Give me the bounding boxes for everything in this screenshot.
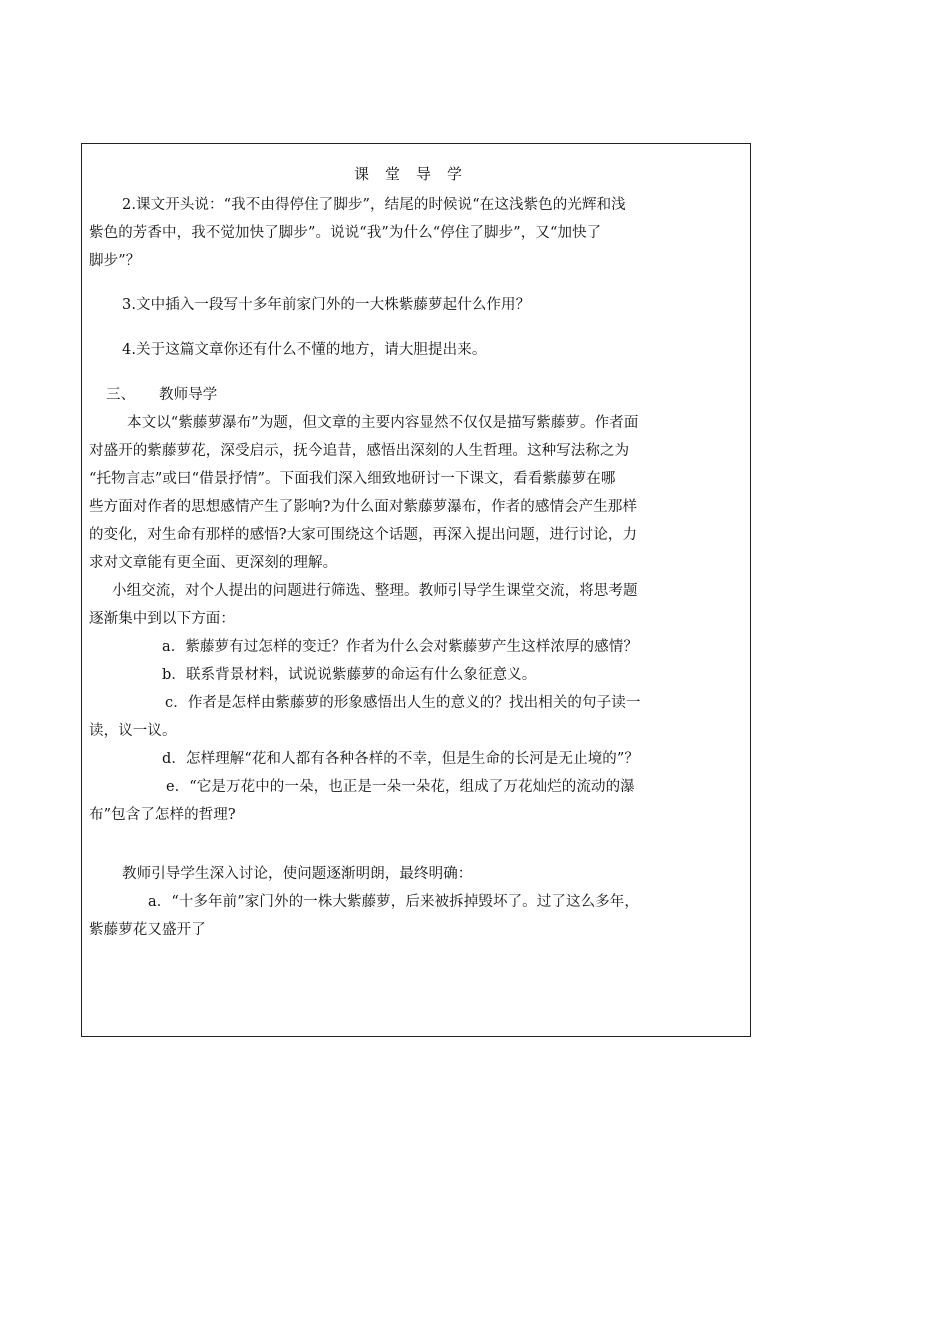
- question-2-line-3: 脚步”？: [89, 253, 141, 269]
- topic-d: d．怎样理解“花和人都有各种各样的不幸，但是生命的长河是无止境的”？: [162, 751, 640, 767]
- topic-c-line-1: c．作者是怎样由紫藤萝的形象感悟出人生的意义的？找出相关的句子读一: [165, 695, 641, 711]
- topic-b: b．联系背景材料，试说说紫藤萝的命运有什么象征意义。: [162, 667, 537, 683]
- section-heading: 教师导学: [159, 387, 218, 403]
- paragraph-1-line-1: 本文以“紫藤萝瀑布”为题，但文章的主要内容显然不仅仅是描写紫藤萝。作者面: [127, 415, 639, 431]
- conclusion-intro: 教师引导学生深入讨论，使问题逐渐明朗，最终明确：: [122, 866, 473, 882]
- content-frame: [81, 143, 751, 1037]
- paragraph-1-line-4: 些方面对作者的思想感情产生了影响?为什么面对紫藤萝瀑布，作者的感情会产生那样: [89, 499, 638, 515]
- paragraph-1-line-2: 对盛开的紫藤萝花，深受启示，抚今追昔，感悟出深刻的人生哲理。这种写法称之为: [89, 443, 630, 459]
- answer-a-line-1: a．“十多年前”家门外的一株大紫藤萝，后来被拆掉毁坏了。过了这么多年，: [148, 894, 639, 910]
- paragraph-2-line-1: 小组交流，对个人提出的问题进行筛选、整理。教师引导学生课堂交流，将思考题: [112, 583, 638, 599]
- topic-e-line-1: e．“它是万花中的一朵，也正是一朵一朵花，组成了万花灿烂的流动的瀑: [166, 779, 635, 795]
- question-2-line-2: 紫色的芳香中，我不觉加快了脚步”。说说“我”为什么“停住了脚步”，又“加快了: [89, 225, 602, 241]
- paragraph-1-line-5: 的变化，对生命有那样的感悟?大家可围绕这个话题，再深入提出问题，进行讨论，力: [89, 527, 638, 543]
- paragraph-1-line-6: 求对文章能有更全面、更深刻的理解。: [89, 555, 338, 571]
- paragraph-2-line-2: 逐渐集中到以下方面：: [89, 611, 235, 627]
- topic-a: a．紫藤萝有过怎样的变迁？作者为什么会对紫藤萝产生这样浓厚的感情？: [162, 639, 638, 655]
- question-2-line-1: 2.课文开头说：“我不由得停住了脚步”，结尾的时候说“在这浅紫色的光辉和浅: [122, 197, 626, 213]
- topic-c-line-2: 读，议一议。: [89, 723, 177, 739]
- topic-e-line-2: 布”包含了怎样的哲理?: [89, 807, 236, 823]
- page-title: 课堂导学: [353, 165, 478, 183]
- answer-a-line-2: 紫藤萝花又盛开了: [89, 922, 206, 938]
- question-3: 3.文中插入一段写十多年前家门外的一大株紫藤萝起什么作用？: [122, 297, 531, 313]
- paragraph-1-line-3: “托物言志”或曰“借景抒情”。下面我们深入细致地研讨一下课文，看看紫藤萝在哪: [89, 471, 616, 487]
- section-number: 三、: [106, 387, 136, 403]
- question-4: 4.关于这篇文章你还有什么不懂的地方，请大胆提出来。: [122, 342, 487, 358]
